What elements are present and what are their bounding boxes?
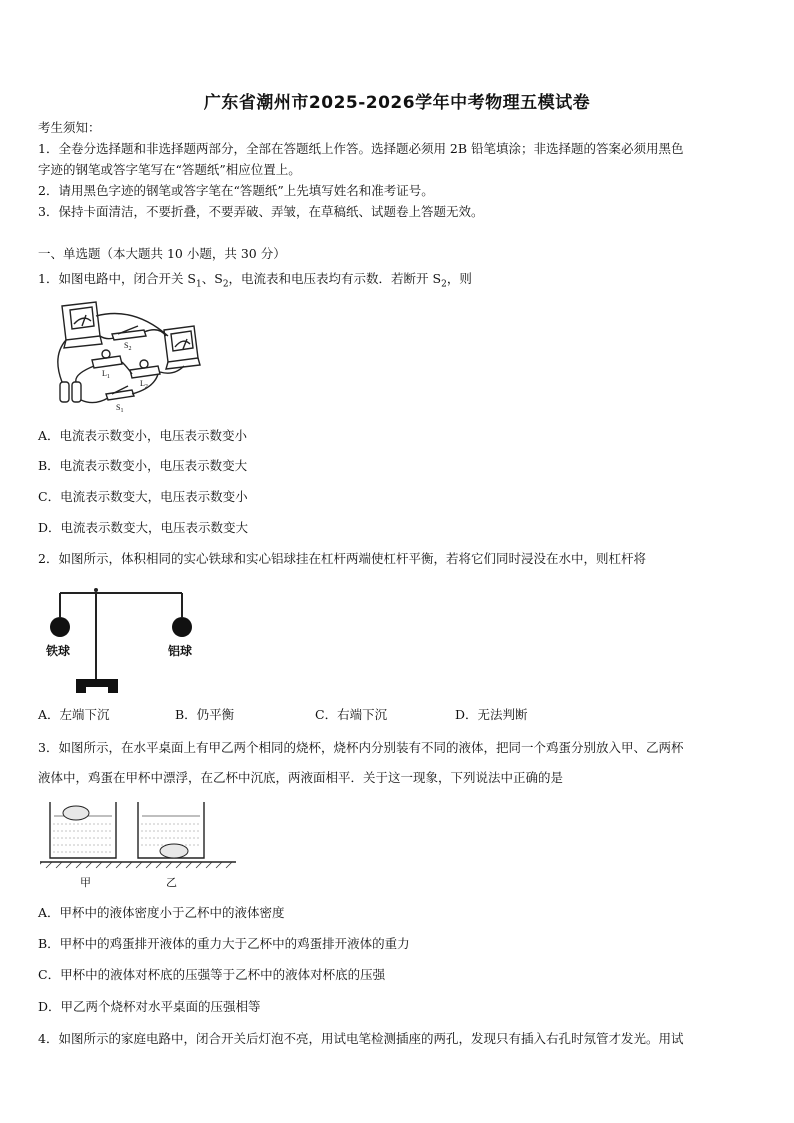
q3-option-c: C．甲杯中的液体对杯底的压强等于乙杯中的液体对杯底的压强 — [38, 967, 386, 982]
q2-option-c: C．右端下沉 — [315, 707, 388, 722]
notice-line-2: 2．请用黑色字迹的钢笔或答字笔在“答题纸”上先填写姓名和准考证号。 — [38, 183, 434, 198]
q3-stem-line-2: 液体中，鸡蛋在甲杯中漂浮，在乙杯中沉底，两液面相平．关于这一现象，下列说法中正确的是 — [38, 770, 564, 785]
q2-option-d: D．无法判断 — [455, 707, 528, 722]
q1-stem: 1．如图电路中，闭合开关 $S_1$、$S_2$，电流表和电压表均有示数．若断开 $S_2$，则 — [38, 271, 472, 290]
q3-option-b: B．甲杯中的鸡蛋排开液体的重力大于乙杯中的鸡蛋排开液体的重力 — [38, 936, 410, 951]
q1-option-d: D．电流表示数变大，电压表示数变大 — [38, 520, 249, 535]
q1-option-c: C．电流表示数变大，电压表示数变小 — [38, 489, 248, 504]
label-beaker-yi: 乙 — [166, 876, 177, 889]
q3-option-d: D．甲乙两个烧杯对水平桌面的压强相等 — [38, 999, 261, 1014]
label-s1: $S_1$ — [116, 403, 124, 414]
q4-stem: 4．如图所示的家庭电路中，闭合开关后灯泡不亮，用试电笔检测插座的两孔，发现只有插入右孔时氖管才发光。用试 — [38, 1031, 684, 1046]
notice-line-1a: 1．全卷分选择题和非选择题两部分，全部在答题纸上作答。选择题必须用 2B 铅笔填涂；非选择题的答案必须用黑色 — [38, 141, 684, 156]
label-beaker-jia: 甲 — [80, 876, 91, 889]
q2-stem: 2．如图所示，体积相同的实心铁球和实心铝球挂在杠杆两端使杠杆平衡，若将它们同时浸没在水中，则杠杆将 — [38, 551, 646, 566]
page-title: 广东省潮州市2025-2026学年中考物理五模试卷 — [203, 93, 591, 113]
label-s2: $S_2$ — [124, 341, 132, 352]
label-l1: $L_1$ — [102, 369, 110, 380]
notice-line-3: 3．保持卡面清洁，不要折叠，不要弄破、弄皱，在草稿纸、试题卷上答题无效。 — [38, 204, 484, 219]
q3-option-a: A．甲杯中的液体密度小于乙杯中的液体密度 — [38, 905, 285, 920]
q3-stem-line-1: 3．如图所示，在水平桌面上有甲乙两个相同的烧杯，烧杯内分别装有不同的液体，把同一个鸡蛋分别放入甲、乙两杯 — [38, 740, 684, 755]
label-aluminum-ball: 铝球 — [168, 644, 193, 658]
q2-option-a: A．左端下沉 — [38, 707, 110, 722]
q2-lever-figure — [40, 583, 200, 698]
q1-option-a: A．电流表示数变小，电压表示数变小 — [38, 428, 248, 443]
notice-line-1b: 字迹的钢笔或答字笔写在“答题纸”相应位置上。 — [38, 162, 301, 177]
section-heading: 一、单选题（本大题共 10 小题，共 30 分） — [38, 246, 286, 261]
label-iron-ball: 铁球 — [46, 644, 71, 658]
q2-option-b: B．仍平衡 — [175, 707, 235, 722]
q1-circuit-figure — [44, 296, 214, 416]
notice-heading: 考生须知： — [38, 120, 101, 135]
q1-option-b: B．电流表示数变小，电压表示数变大 — [38, 458, 248, 473]
label-l2: $L_2$ — [140, 379, 148, 390]
q3-beakers-figure — [40, 798, 240, 893]
